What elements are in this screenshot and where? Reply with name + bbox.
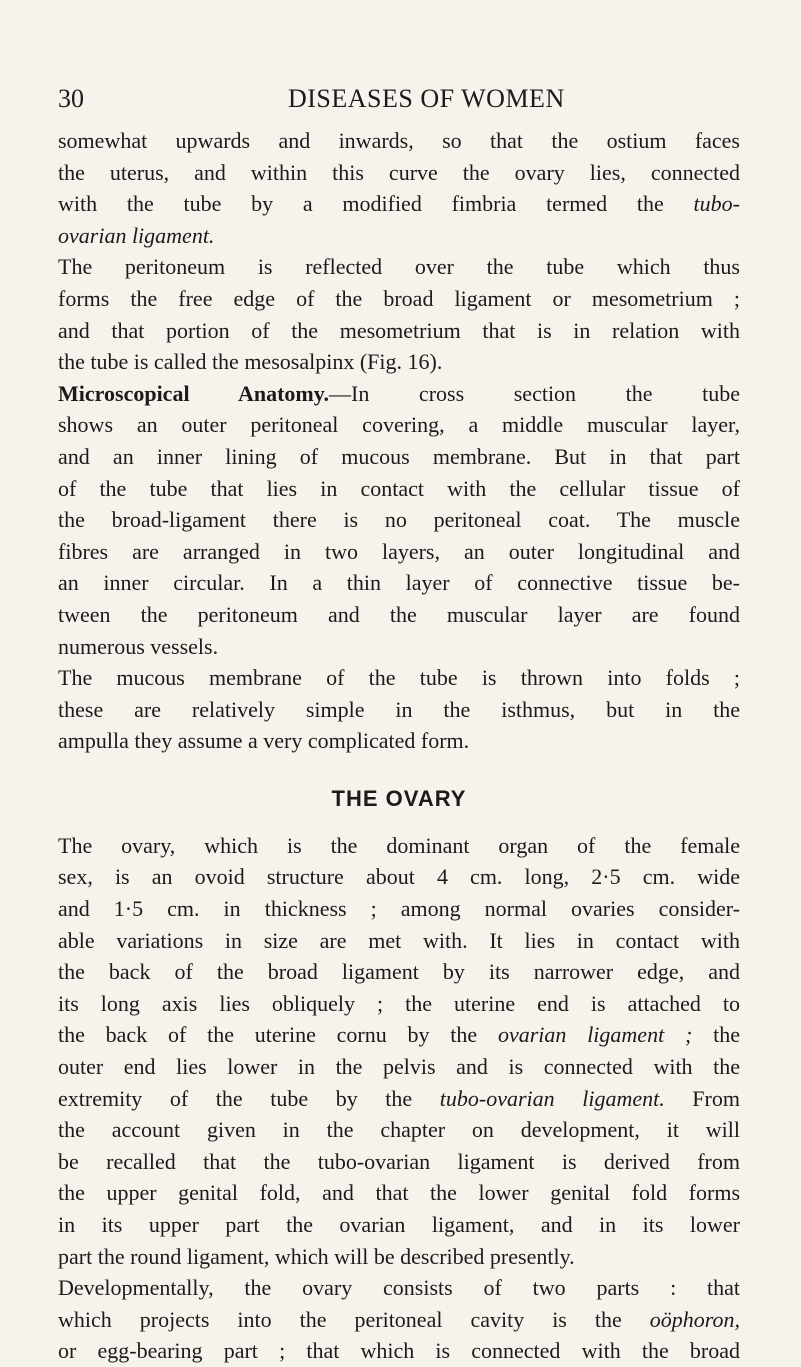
running-head: [58, 84, 738, 120]
text-line: an inner circular. In a thin layer of connective tissue be-: [58, 570, 740, 596]
text-line: or egg-bearing part ; that which is connected with the broad: [58, 1338, 740, 1364]
text-line: and an inner lining of mucous membrane. But in that part: [58, 443, 740, 469]
text-line: in its upper part the ovarian ligament, and in its lower: [58, 1212, 740, 1237]
text-line: somewhat upwards and inwards, so that the ostium faces: [58, 128, 740, 153]
text-line: the back of the broad ligament by its narrower edge, and: [58, 959, 740, 985]
text-line: forms the free edge of the broad ligament or mesometrium ;: [58, 285, 740, 311]
text-line: the upper genital fold, and that the lower genital fold forms: [58, 1180, 740, 1206]
text-line: Microscopical Anatomy.—In cross section the tube: [58, 380, 740, 406]
text-line: Developmentally, the ovary consists of two parts : that: [58, 1275, 740, 1301]
page-number: 30: [58, 84, 84, 113]
text-line: numerous vessels.: [58, 633, 219, 659]
text-line: with the tube by a modified fimbria termed the tubo-: [58, 191, 740, 217]
paragraph-heading: Microscopical Anatomy.: [58, 380, 330, 406]
text-line: its long axis lies obliquely ; the uterine end is attached to: [58, 990, 740, 1016]
text-line: part the round ligament, which will be described presently.: [58, 1243, 575, 1269]
italic-term: oöphoron,: [649, 1306, 740, 1332]
text-line: which projects into the peritoneal cavity is the oöphoron,: [58, 1306, 740, 1332]
text-line: the uterus, and within this curve the ovary lies, connected: [58, 159, 740, 185]
text-line: the broad-ligament there is no peritoneal coat. The muscle: [58, 507, 740, 533]
text-line: these are relatively simple in the isthmus, but in the: [58, 696, 740, 722]
body-text: [58, 125, 740, 1367]
text-line: The mucous membrane of the tube is thrown into folds ;: [58, 665, 740, 691]
text-line: tween the peritoneum and the muscular layer are found: [58, 601, 740, 627]
text-line: extremity of the tube by the tubo-ovarian ligament. From: [58, 1085, 740, 1111]
text-line: and that portion of the mesometrium that is in relation with: [58, 317, 740, 343]
text-line: The peritoneum is reflected over the tube which thus: [58, 254, 740, 280]
text-line: the account given in the chapter on development, it will: [58, 1117, 740, 1143]
text-line: sex, is an ovoid structure about 4 cm. long, 2·5 cm. wide: [58, 864, 740, 890]
text-line: ovarian ligament.: [58, 222, 215, 248]
text-line: fibres are arranged in two layers, an outer longitudinal and: [58, 538, 740, 564]
text-line: and 1·5 cm. in thickness ; among normal ovaries consider-: [58, 896, 740, 922]
italic-term: tubo-ovarian ligament.: [439, 1085, 665, 1111]
text-line: outer end lies lower in the pelvis and is connected with the: [58, 1054, 740, 1080]
text-line: able variations in size are met with. It lies in contact with: [58, 927, 740, 953]
section-heading: THE OVARY: [331, 785, 467, 811]
text-line: shows an outer peritoneal covering, a middle muscular layer,: [58, 412, 740, 438]
text-line: the back of the uterine cornu by the ovarian ligament ; the: [58, 1022, 740, 1048]
text-line: be recalled that the tubo-ovarian ligament is derived from: [58, 1148, 740, 1174]
text-line: of the tube that lies in contact with the cellular tissue of: [58, 475, 740, 501]
italic-term: tubo-: [693, 191, 740, 217]
text-line: the tube is called the mesosalpinx (Fig. 16).: [58, 349, 443, 375]
text-line: The ovary, which is the dominant organ of the female: [58, 832, 740, 858]
running-title: DISEASES OF WOMEN: [288, 84, 565, 113]
italic-term: ovarian ligament ;: [497, 1022, 693, 1048]
text-line: ampulla they assume a very complicated form.: [58, 728, 470, 754]
